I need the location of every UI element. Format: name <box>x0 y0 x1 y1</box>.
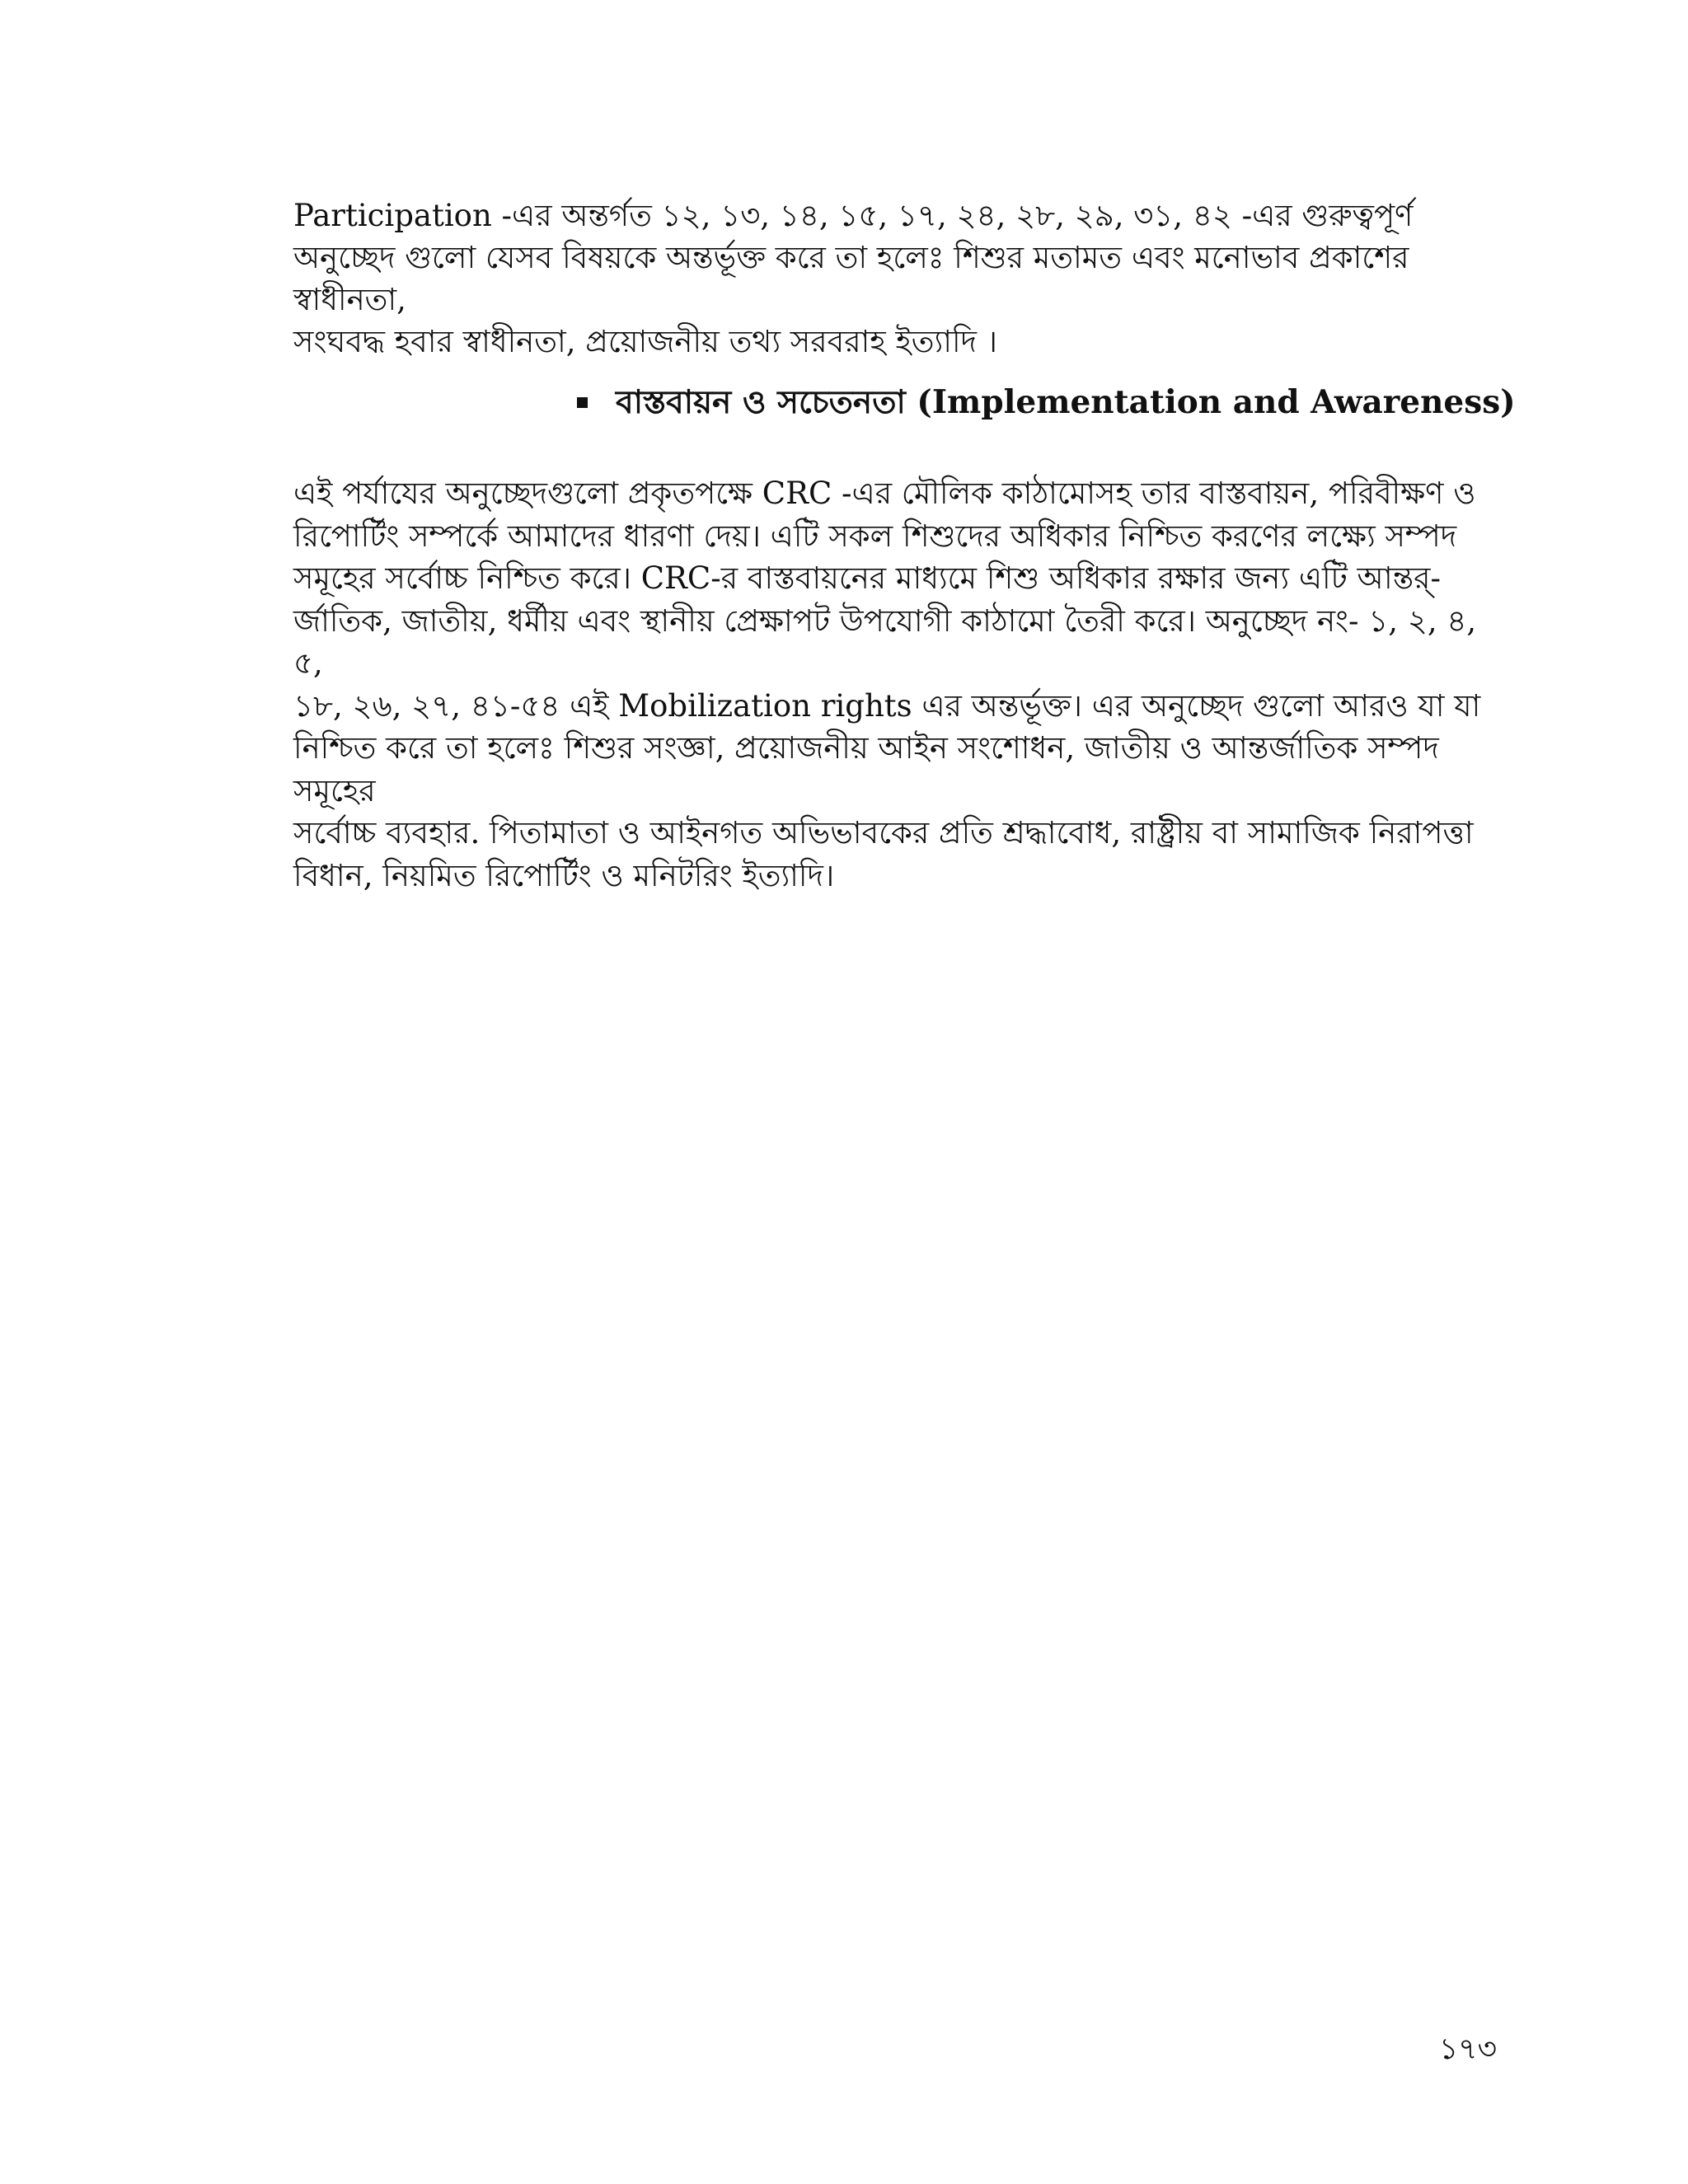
section-heading <box>577 381 1516 424</box>
square-bullet-icon <box>577 397 588 408</box>
paragraph-participation: Participation -এর অন্তর্গত ১২, ১৩, ১৪, ১৫, ১৭, ২৪, ২৮, ২৯, ৩১, ৪২ -এর গুরুত্বপূর্ণ অনুচ্ছেদ গুলো যেসব বিষয়কে অন্তর্ভূক্ত করে তা হলেঃ শিশুর মতামত এবং মনোভাব প্রকাশের স্বাধীনতা, সংঘবদ্ধ হবার স্বাধীনতা, প্রয়োজনীয় তথ্য সরবরাহ ইত্যাদি । <box>293 198 1414 359</box>
paragraph-implementation: এই পর্যাযের অনুচ্ছেদগুলো প্রকৃতপক্ষে CRC -এর মৌলিক কাঠামোসহ তার বাস্তবায়ন, পরিবীক্ষণ ও রিপোর্টিং সম্পর্কে আমাদের ধারণা দেয়। এটি সকল শিশুদের অধিকার নিশ্চিত করণের লক্ষ্যে সম্পদ সমূহের সর্বোচ্চ নিশ্চিত করে। CRC-র বাস্তবায়নের মাধ্যমে শিশু অধিকার রক্ষার জন্য এটি আন্তর্- র্জাতিক, জাতীয়, ধর্মীয় এবং স্থানীয় প্রেক্ষাপট উপযোগী কাঠামো তৈরী করে। অনুচ্ছেদ নং- ১, ২, ৪, ৫, ১৮, ২৬, ২৭, ৪১-৫৪ এই Mobilization rights এর অন্তর্ভূক্ত। এর অনুচ্ছেদ গুলো আরও যা যা নিশ্চিত করে তা হলেঃ শিশুর সংজ্ঞা, প্রয়োজনীয় আইন সংশোধন, জাতীয় ও আন্তর্জাতিক সম্পদ সমূহের সর্বোচ্চ ব্যবহার. পিতামাতা ও আইনগত অভিভাবকের প্রতি শ্রদ্ধাবোধ, রাষ্ট্রীয় বা সামাজিক নিরাপত্তা বিধান, নিয়মিত রিপোর্টিং ও মনিটরিং ইত্যাদি। <box>293 476 1481 893</box>
page-number: ১৭৩ <box>1438 2032 1497 2066</box>
section-heading-text: বাস্তবায়ন ও সচেতনতা (Implementation and Awareness) <box>616 383 1516 421</box>
